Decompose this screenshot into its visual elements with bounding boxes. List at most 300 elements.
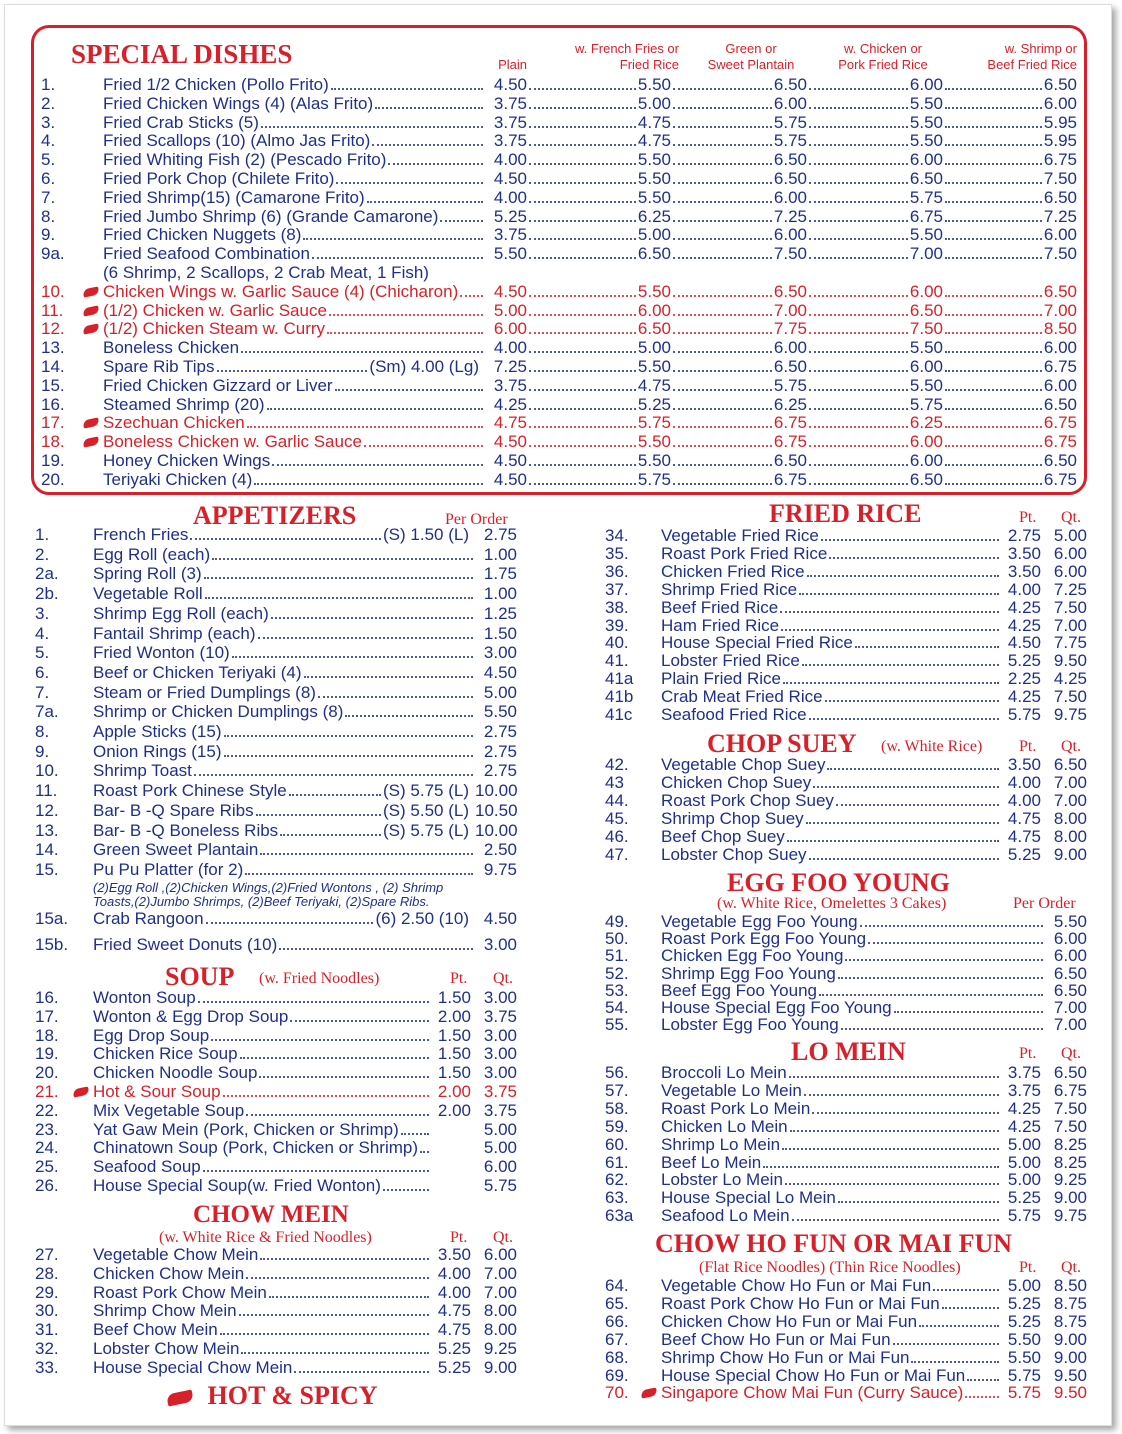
item-name: Plain Fried Rice	[661, 669, 781, 689]
price: 7.75	[1053, 633, 1087, 653]
item-line	[103, 188, 1077, 208]
price: 4.75	[637, 131, 671, 151]
dot-leader	[945, 257, 1042, 259]
dot-leader	[825, 700, 999, 702]
appetizer-row	[35, 742, 517, 762]
dot-leader	[260, 1258, 429, 1260]
price-cell	[671, 282, 807, 302]
price-cell	[943, 376, 1077, 396]
item-number: 69.	[605, 1365, 629, 1385]
price-cell	[485, 432, 527, 452]
special-dish-row	[41, 75, 1077, 95]
price-cell	[475, 643, 517, 663]
item-line	[661, 1015, 1087, 1035]
item-name: Roast Pork Chop Suey	[661, 790, 834, 810]
item-line	[93, 1063, 517, 1083]
item-line	[93, 683, 517, 703]
price: 9.00	[1053, 1188, 1087, 1208]
item-line	[661, 1206, 1087, 1226]
item-line	[103, 301, 1077, 321]
price: 6.25	[909, 413, 943, 433]
price: 3.50	[1007, 543, 1041, 563]
item-name: Fried Jumbo Shrimp (6) (Grande Camarone)	[103, 206, 439, 226]
price-cell	[671, 319, 807, 339]
price-cell	[471, 1082, 517, 1102]
price-cell	[471, 988, 517, 1008]
price: 4.25	[493, 394, 527, 414]
price-cell	[943, 188, 1077, 208]
price: 6.00	[773, 225, 807, 245]
price: 1.50	[437, 988, 471, 1007]
item-name: Seafood Fried Rice	[661, 705, 807, 724]
item-number: 1.	[41, 75, 56, 94]
item-line	[93, 840, 517, 860]
price: 7.00	[1043, 300, 1077, 320]
appetizer-row	[35, 663, 517, 683]
soup-row	[35, 1007, 517, 1027]
special-dish-row	[41, 225, 1077, 245]
item-name: Honey Chicken Wings	[103, 451, 271, 470]
item-number: 49.	[605, 912, 629, 931]
item-number: 19.	[35, 1044, 59, 1064]
item-name: Chinatown Soup (Pork, Chicken or Shrimp)	[93, 1138, 419, 1158]
dot-leader	[813, 786, 999, 788]
item-name: Teriyaki Chicken (4)	[103, 469, 253, 489]
egg-foo-young-per-order: Per Order	[1013, 895, 1076, 912]
soup-subtitle: (w. Fried Noodles)	[259, 970, 380, 987]
price: 8.50	[1053, 1276, 1087, 1295]
price: 5.75	[773, 131, 807, 151]
appetizer-row	[35, 840, 517, 860]
price-cell	[807, 113, 943, 133]
price: 9.75	[1053, 705, 1087, 724]
dot-leader	[673, 257, 772, 259]
price: 9.75	[1053, 1206, 1087, 1226]
item-line	[93, 722, 517, 742]
item-line	[93, 1245, 517, 1265]
price: 9.00	[483, 1357, 517, 1377]
dot-leader	[224, 735, 474, 737]
item-number: 61.	[605, 1152, 629, 1172]
price: 3.75	[483, 1082, 517, 1101]
item-line	[93, 1339, 517, 1359]
hot-spicy-label: HOT & SPICY	[207, 1381, 378, 1410]
price: 5.50	[637, 150, 671, 170]
appetizer-row	[35, 781, 517, 801]
soup-row	[35, 988, 517, 1008]
price-cell	[475, 909, 517, 929]
price: 2.75	[483, 761, 517, 781]
price: 6.00	[637, 300, 671, 320]
dot-leader	[269, 1296, 429, 1298]
dot-leader	[198, 1001, 429, 1003]
price-cell	[485, 395, 527, 415]
item-name: Fried Chicken Nuggets (8)	[103, 225, 302, 245]
appetizer-row	[35, 624, 517, 644]
item-number: 60.	[605, 1134, 629, 1154]
price: 2.25	[1007, 669, 1041, 689]
item-name: Roast Pork Chinese Style	[93, 781, 287, 801]
appetizer-row	[35, 564, 517, 584]
item-name: House Special Soup(w. Fried Wonton)	[93, 1176, 381, 1195]
dot-leader	[529, 408, 636, 410]
item-line	[93, 604, 517, 624]
dot-leader	[289, 794, 381, 796]
dot-leader	[673, 201, 772, 203]
price-cell	[807, 432, 943, 452]
chow-mein-row	[35, 1264, 517, 1284]
price: 5.50	[909, 375, 943, 395]
item-name: Fried Scallops (10) (Almo Jas Frito)	[103, 131, 371, 151]
pupu-note-line2: Toasts,(2)Jumbo Shrimps, (2)Beef Teriyaki, (2)Spare Ribs.	[93, 894, 430, 909]
price-cell	[807, 301, 943, 321]
special-dish-row	[41, 395, 1077, 415]
dot-leader	[217, 370, 368, 372]
price: 4.00	[1007, 772, 1041, 792]
price: 5.75	[773, 375, 807, 395]
item-name: Chicken Wings w. Garlic Sauce (4) (Chicharon)	[103, 281, 459, 301]
dot-leader	[673, 445, 772, 447]
price: 8.75	[1053, 1311, 1087, 1331]
dot-leader	[258, 637, 473, 639]
price: 5.00	[1007, 1134, 1041, 1154]
dot-leader	[809, 464, 908, 466]
dot-leader	[806, 822, 999, 824]
price: 3.00	[483, 988, 517, 1007]
item-name: Beef Chow Ho Fun or Mai Fun	[661, 1329, 891, 1349]
price: 6.25	[637, 206, 671, 226]
item-number: 41c	[605, 705, 633, 724]
price: 4.00	[493, 338, 527, 358]
price-cell	[431, 1082, 471, 1102]
item-name: Steam or Fried Dumplings (8)	[93, 682, 316, 702]
item-line	[93, 742, 517, 762]
item-name: Shrimp Egg Roll (each)	[93, 603, 269, 623]
dot-leader	[673, 126, 772, 128]
price: 6.50	[1043, 394, 1077, 414]
price: 5.00	[637, 225, 671, 245]
dot-leader	[220, 1333, 429, 1335]
item-name: Beef Chop Suey	[661, 826, 785, 846]
price: 4.75	[1007, 808, 1041, 828]
price: 5.00	[493, 300, 527, 320]
price-cell	[807, 244, 943, 264]
item-name: Fried Chicken Wings (4) (Alas Frito)	[103, 93, 374, 113]
price: 5.50	[483, 702, 517, 722]
dot-leader	[809, 314, 908, 316]
special-dish-row	[41, 244, 1077, 264]
chop-suey-subtitle: (w. White Rice)	[881, 738, 983, 755]
item-name: Chicken Chow Mein	[93, 1263, 245, 1283]
fried-rice-pt-header: Pt.	[1019, 509, 1037, 526]
price-cell	[471, 1063, 517, 1083]
price-cell	[807, 207, 943, 227]
item-line	[93, 1138, 517, 1158]
item-number: 53.	[605, 980, 629, 1000]
price-cell	[807, 225, 943, 245]
col-shrimp-beef: w. Shrimp or Beef Fried Rice	[987, 41, 1077, 72]
dot-leader	[894, 1011, 1043, 1013]
item-number: 66.	[605, 1311, 629, 1331]
special-dish-row	[41, 413, 1077, 433]
price: 4.00	[493, 150, 527, 170]
item-line	[103, 225, 1077, 245]
price: 5.00	[483, 1119, 517, 1139]
price: 5.00	[1007, 1152, 1041, 1172]
dot-leader	[868, 942, 1043, 944]
dot-leader	[318, 696, 473, 698]
item-number: 57.	[605, 1080, 629, 1100]
dot-leader	[841, 1028, 1043, 1030]
price: 5.50	[637, 451, 671, 470]
item-number: 21.	[35, 1082, 59, 1101]
size-prices: (S) 5.75 (L)	[383, 781, 469, 801]
item-line	[93, 801, 517, 821]
item-number: 7.	[41, 187, 56, 207]
price-cell	[475, 624, 517, 644]
special-dish-row	[41, 338, 1077, 358]
price-cell	[527, 225, 671, 245]
item-line	[93, 584, 517, 604]
price-cell	[431, 1301, 471, 1321]
dot-leader	[267, 408, 483, 410]
item-number: 14.	[35, 840, 59, 860]
item-line	[103, 75, 1077, 95]
price-cell	[943, 338, 1077, 358]
chow-ho-fun-qt-header: Qt.	[1061, 1259, 1081, 1276]
dot-leader	[529, 88, 636, 90]
price: 4.25	[1007, 1098, 1041, 1118]
dot-leader	[827, 768, 999, 770]
price: 5.50	[637, 357, 671, 376]
price: 2.00	[437, 1006, 471, 1026]
dot-leader	[804, 1094, 999, 1096]
price-cell	[475, 604, 517, 624]
dot-leader	[780, 611, 999, 613]
item-line	[103, 282, 1077, 302]
item-name: Shrimp Fried Rice	[661, 579, 798, 599]
price: 7.50	[1043, 169, 1077, 188]
item-number: 2b.	[35, 584, 59, 604]
hot-pepper-icon	[640, 1388, 657, 1399]
item-name: (1/2) Chicken Steam w. Curry	[103, 319, 326, 339]
item-number: 8.	[35, 722, 50, 741]
dot-leader	[673, 426, 772, 428]
col-plain: Plain	[498, 57, 527, 72]
price-cell	[807, 395, 943, 415]
price-cell	[485, 282, 527, 302]
item-line	[93, 624, 517, 644]
price: 5.50	[493, 244, 527, 264]
special-dish-row	[41, 432, 1077, 452]
item-name: Chicken Egg Foo Young	[661, 946, 844, 966]
price: 6.75	[1043, 469, 1077, 489]
price-cell	[527, 301, 671, 321]
price: 5.50	[1007, 1347, 1041, 1367]
dot-leader	[673, 314, 772, 316]
price: 4.75	[437, 1301, 471, 1321]
price-cell	[671, 338, 807, 358]
price-cell	[485, 413, 527, 433]
item-number: 24.	[35, 1138, 59, 1158]
price: 2.00	[437, 1082, 471, 1101]
price: 5.25	[1007, 1188, 1041, 1208]
price: 6.50	[1053, 963, 1087, 983]
price: 7.00	[773, 300, 807, 320]
size-prices: (S) 1.50 (L)	[383, 525, 469, 544]
dot-leader	[809, 163, 908, 165]
price-cell	[527, 244, 671, 264]
price-cell	[671, 169, 807, 189]
price: 3.00	[483, 935, 517, 954]
price-cell	[527, 207, 671, 227]
item-name: Roast Pork Lo Mein	[661, 1098, 811, 1118]
price-cell	[471, 1301, 517, 1321]
item-line	[103, 470, 1077, 490]
price: 9.00	[1053, 1347, 1087, 1367]
price-cell	[431, 1044, 471, 1064]
item-name: Shrimp Chow Ho Fun or Mai Fun	[661, 1347, 910, 1367]
dot-leader	[809, 483, 908, 485]
price-cell	[943, 131, 1077, 151]
dot-leader	[855, 646, 999, 648]
price: 5.50	[909, 225, 943, 245]
dot-leader	[241, 1352, 429, 1354]
price-cell	[671, 75, 807, 95]
price: 1.50	[437, 1025, 471, 1045]
item-number: 43	[605, 772, 624, 792]
item-line	[103, 395, 1077, 415]
dot-leader	[673, 220, 772, 222]
item-number: 9.	[35, 741, 50, 761]
item-line	[103, 413, 1077, 433]
item-name: Green Sweet Plantain	[93, 840, 259, 860]
price-cell	[431, 1339, 471, 1359]
item-number: 41.	[605, 651, 629, 671]
special-dish-row	[41, 301, 1077, 321]
item-number: 38.	[605, 597, 629, 617]
price-cell	[527, 94, 671, 114]
item-number: 46.	[605, 826, 629, 846]
dot-leader	[945, 88, 1042, 90]
item-name: Shrimp Chop Suey	[661, 808, 804, 828]
item-line	[93, 935, 517, 955]
soup-qt-header: Qt.	[493, 970, 513, 987]
price: 6.75	[909, 206, 943, 226]
item-number: 59.	[605, 1116, 629, 1136]
col-french-fries: w. French Fries or Fried Rice	[574, 41, 679, 72]
appetizer-row	[35, 702, 517, 722]
price: 5.25	[1007, 651, 1041, 671]
price-cell	[471, 1026, 517, 1046]
price-cell	[671, 150, 807, 170]
price: 6.00	[1053, 929, 1087, 949]
dot-leader	[272, 464, 483, 466]
item-number: 4.	[35, 623, 50, 643]
price: 5.25	[1007, 1311, 1041, 1331]
price: 6.00	[1043, 338, 1077, 358]
price: 7.25	[1043, 206, 1077, 226]
size-prices: (S) 5.75 (L)	[383, 820, 469, 840]
price: 4.50	[483, 662, 517, 682]
item-line	[103, 319, 1077, 339]
dot-leader	[809, 445, 908, 447]
dot-leader	[241, 351, 483, 353]
dot-leader	[838, 977, 1043, 979]
item-line	[103, 131, 1077, 151]
item-name: Boneless Chicken w. Garlic Sauce	[103, 432, 362, 452]
price: 2.50	[483, 840, 517, 860]
dot-leader	[206, 922, 374, 924]
item-number: 32.	[35, 1339, 59, 1358]
price: 3.75	[493, 131, 527, 151]
dot-leader	[945, 464, 1042, 466]
price-cell	[471, 1339, 517, 1359]
price-cell	[471, 1101, 517, 1121]
item-name: (1/2) Chicken w. Garlic Sauce	[103, 300, 327, 320]
item-name: Boneless Chicken	[103, 338, 240, 358]
price-cell	[943, 225, 1077, 245]
dot-leader	[372, 144, 483, 146]
item-line	[661, 705, 1087, 725]
price-cell	[431, 1283, 471, 1303]
dot-leader	[945, 182, 1042, 184]
appetizer-row	[35, 643, 517, 663]
dot-leader	[303, 238, 483, 240]
item-number: 37.	[605, 579, 629, 599]
hot-spicy-legend	[165, 1381, 378, 1411]
item-name: House Special Fried Rice	[661, 633, 853, 653]
price: 2.75	[483, 525, 517, 544]
item-name: Fried Whiting Fish (2) (Pescado Frito)	[103, 150, 387, 170]
price-cell	[471, 1358, 517, 1378]
col-chicken-pork: w. Chicken or Pork Fried Rice	[838, 41, 928, 72]
price: 4.25	[1007, 597, 1041, 617]
dot-leader	[809, 858, 999, 860]
price-cell	[807, 150, 943, 170]
price-cell	[475, 545, 517, 565]
price-cell	[431, 988, 471, 1008]
price-cell	[471, 1007, 517, 1027]
dot-leader	[529, 182, 636, 184]
egg-foo-young-row	[605, 1015, 1087, 1035]
item-name: Chicken Chow Ho Fun or Mai Fun	[661, 1311, 918, 1331]
price-cell	[485, 319, 527, 339]
price: 3.75	[483, 1100, 517, 1120]
price: 5.00	[1007, 1170, 1041, 1190]
dot-leader	[529, 126, 636, 128]
price-cell	[527, 75, 671, 95]
price: 6.50	[1043, 187, 1077, 207]
price-cell	[475, 525, 517, 545]
dot-leader	[945, 144, 1042, 146]
dot-leader	[673, 464, 772, 466]
price: 7.75	[773, 319, 807, 339]
price-cell	[943, 282, 1077, 302]
dot-leader	[673, 107, 772, 109]
lo-mein-pt-header: Pt.	[1019, 1045, 1037, 1062]
special-dish-row	[41, 319, 1077, 339]
appetizer-row	[35, 722, 517, 742]
item-name: House Special Lo Mein	[661, 1188, 836, 1208]
price: 3.75	[493, 375, 527, 395]
item-line	[93, 643, 517, 663]
price-cell	[527, 282, 671, 302]
item-name: Apple Sticks (15)	[93, 722, 222, 741]
price: 8.00	[483, 1301, 517, 1321]
price: 7.50	[1053, 597, 1087, 617]
dot-leader	[809, 220, 908, 222]
